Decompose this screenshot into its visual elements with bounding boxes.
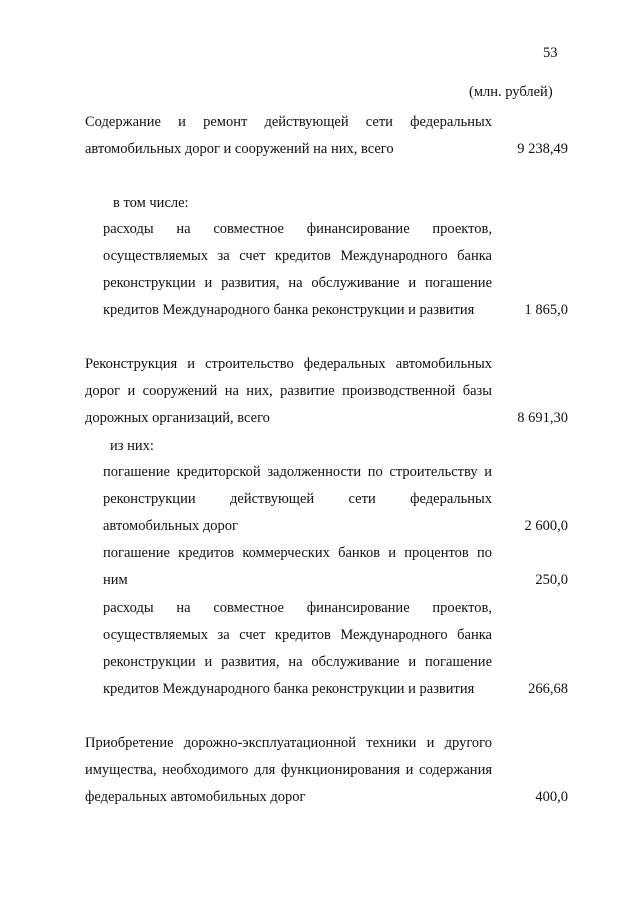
- section-1-amount: 9 238,49: [517, 141, 568, 157]
- section-2-line-3: дорожных организаций, всего: [85, 410, 270, 426]
- section-1-line-2: автомобильных дорог и сооружений на них, всего: [85, 141, 394, 157]
- section-1-item-1-line-3: реконструкции и развития, на обслуживание и погашение: [103, 275, 492, 291]
- section-2-item-1-amount: 2 600,0: [524, 518, 568, 534]
- section-2-item-3-line-2: осуществляемых за счет кредитов Международного банка: [103, 627, 492, 643]
- section-2-item-3-line-1: расходы на совместное финансирование проектов,: [103, 600, 492, 616]
- section-3-line-1: Приобретение дорожно-эксплуатационной техники и другого: [85, 735, 492, 751]
- section-2-item-2-line-2: ним: [103, 572, 128, 588]
- section-2-item-3-line-3: реконструкции и развития, на обслуживание и погашение: [103, 654, 492, 670]
- section-2-item-2-line-1: погашение кредитов коммерческих банков и процентов по: [103, 545, 492, 561]
- section-2-item-1-line-3: автомобильных дорог: [103, 518, 238, 534]
- section-1-item-1-line-4: кредитов Международного банка реконструкции и развития: [103, 302, 475, 318]
- section-2-item-2-amount: 250,0: [535, 572, 568, 588]
- section-3-amount: 400,0: [535, 789, 568, 805]
- section-3-line-3: федеральных автомобильных дорог: [85, 789, 306, 805]
- section-1-item-1-amount: 1 865,0: [524, 302, 568, 318]
- section-3-line-2: имущества, необходимого для функционирования и содержания: [85, 762, 492, 778]
- section-2-item-1-line-2: реконструкции действующей сети федеральных: [103, 491, 492, 507]
- section-2-amount: 8 691,30: [517, 410, 568, 426]
- section-2-subheading: из них:: [110, 438, 154, 454]
- section-1-item-1-line-1: расходы на совместное финансирование проектов,: [103, 221, 492, 237]
- section-1-line-1: Содержание и ремонт действующей сети федеральных: [85, 114, 492, 130]
- section-2-item-1-line-1: погашение кредиторской задолженности по строительству и: [103, 464, 492, 480]
- section-1-subheading: в том числе:: [113, 195, 189, 211]
- section-1-item-1-line-2: осуществляемых за счет кредитов Международного банка: [103, 248, 492, 264]
- section-2-line-1: Реконструкция и строительство федеральных автомобильных: [85, 356, 492, 372]
- section-2-item-3-line-4: кредитов Международного банка реконструкции и развития: [103, 681, 475, 697]
- section-2-item-3-amount: 266,68: [528, 681, 568, 697]
- section-2-line-2: дорог и сооружений на них, развитие производственной базы: [85, 383, 492, 399]
- page-number: 53: [543, 45, 558, 61]
- units-label: (млн. рублей): [469, 84, 553, 100]
